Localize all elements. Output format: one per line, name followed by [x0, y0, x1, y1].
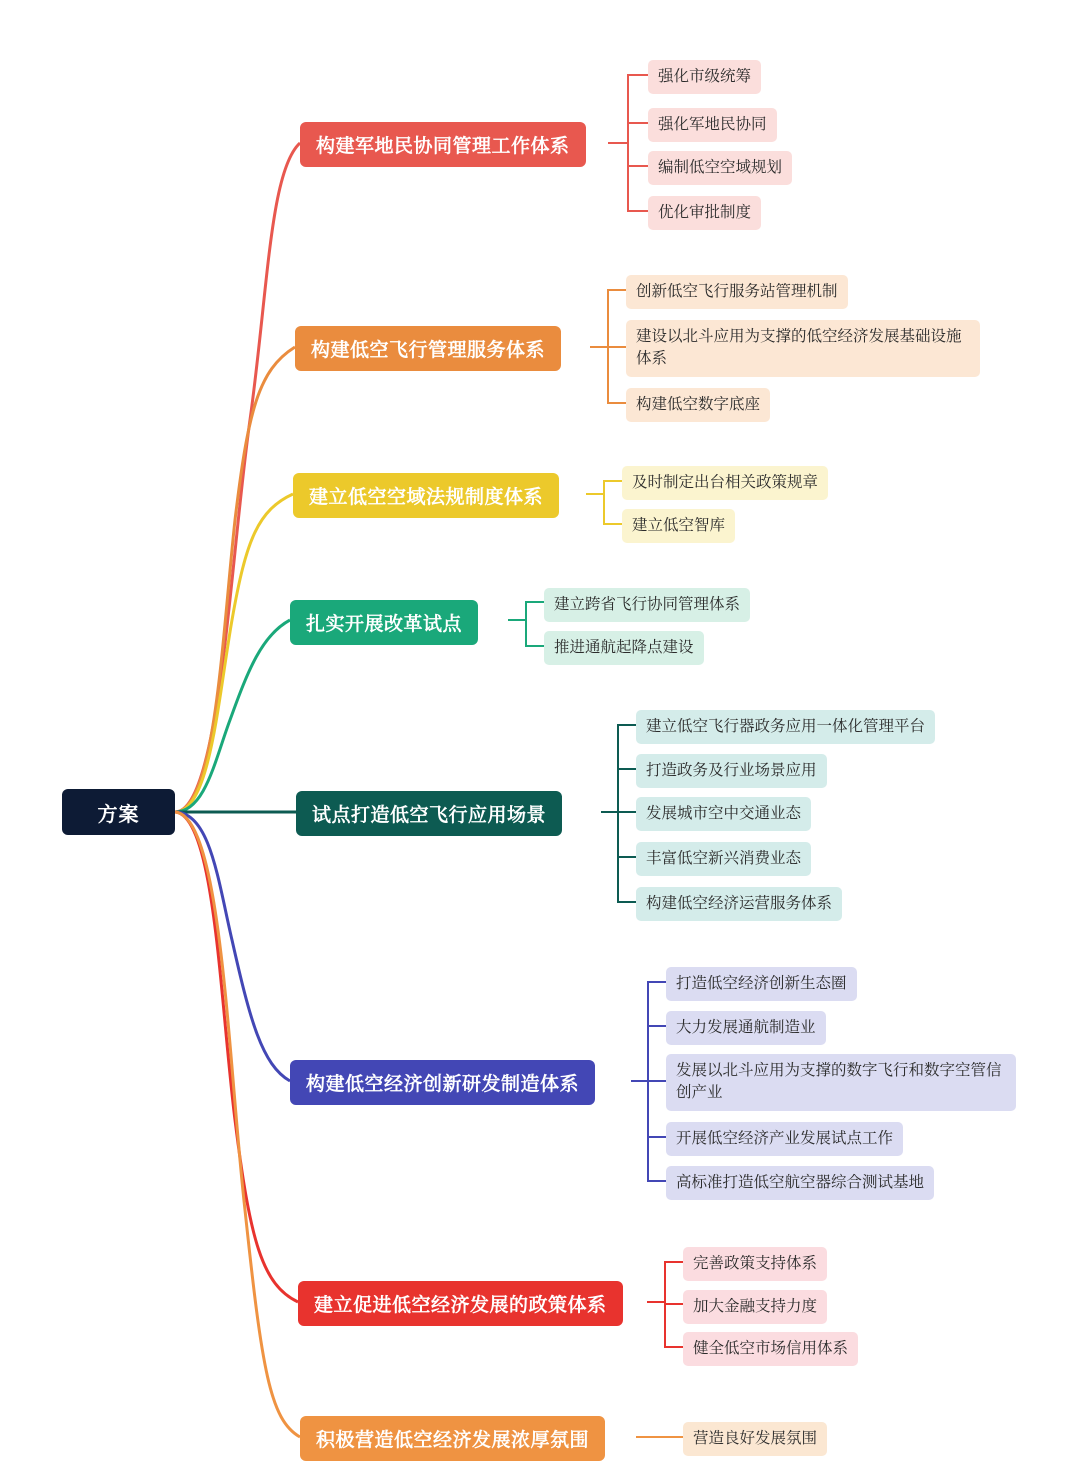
leaf-node-6-4-label: 开展低空经济产业发展试点工作: [676, 1130, 894, 1147]
branch-node-3[interactable]: [293, 473, 559, 518]
leaf-node-4-1-label: 建立跨省飞行协同管理体系: [554, 596, 741, 613]
leaf-node-5-3-label: 发展城市空中交通业态: [646, 805, 802, 822]
leaf-node-1-1[interactable]: [648, 60, 761, 94]
leaf-node-2-1[interactable]: [626, 275, 848, 309]
leaf-node-5-2[interactable]: [636, 754, 827, 788]
leaf-node-5-1-label: 建立低空飞行器政务应用一体化管理平台: [646, 718, 926, 735]
leaf-node-6-3[interactable]: [666, 1054, 1016, 1111]
leaf-node-7-2[interactable]: [683, 1290, 827, 1324]
branch-node-6[interactable]: [290, 1060, 595, 1105]
leaf-node-5-1[interactable]: [636, 710, 935, 744]
leaf-node-5-3[interactable]: [636, 797, 811, 831]
leaf-node-6-4[interactable]: [666, 1122, 903, 1156]
leaf-node-7-3[interactable]: [683, 1332, 858, 1366]
branch-node-4[interactable]: [290, 600, 478, 645]
leaf-node-1-4-label: 优化审批制度: [658, 204, 752, 221]
leaf-node-2-3[interactable]: [626, 388, 770, 422]
leaf-node-8-1-label: 营造良好发展氛围: [693, 1430, 818, 1447]
branch-node-5-label: 试点打造低空飞行应用场景: [312, 805, 547, 826]
branch-node-2[interactable]: [295, 326, 561, 371]
leaf-node-7-1[interactable]: [683, 1247, 827, 1281]
leaf-node-2-2-label: 建设以北斗应用为支撑的低空经济发展基础设施体系: [636, 328, 962, 368]
leaf-node-8-1[interactable]: [683, 1422, 827, 1456]
root-node-label: 方案: [97, 803, 140, 826]
branch-node-8-label: 积极营造低空经济发展浓厚氛围: [316, 1430, 590, 1451]
branch-node-4-label: 扎实开展改革试点: [306, 614, 463, 635]
leaf-node-5-5[interactable]: [636, 887, 842, 921]
root-node[interactable]: [62, 789, 175, 835]
branch-node-5[interactable]: [296, 791, 562, 836]
leaf-node-1-1-label: 强化市级统筹: [658, 68, 752, 85]
leaf-node-6-1[interactable]: [666, 967, 857, 1001]
leaf-node-7-2-label: 加大金融支持力度: [693, 1298, 818, 1315]
branch-node-3-label: 建立低空空域法规制度体系: [309, 487, 544, 508]
leaf-node-4-1[interactable]: [544, 588, 750, 622]
leaf-node-2-1-label: 创新低空飞行服务站管理机制: [636, 283, 838, 300]
branch-node-1[interactable]: [300, 122, 586, 167]
branch-node-7[interactable]: [298, 1281, 623, 1326]
leaf-node-5-2-label: 打造政务及行业场景应用: [646, 762, 817, 779]
leaf-node-6-5[interactable]: [666, 1166, 934, 1200]
leaf-node-6-2-label: 大力发展通航制造业: [676, 1019, 816, 1036]
leaf-node-6-5-label: 高标准打造低空航空器综合测试基地: [676, 1174, 925, 1191]
leaf-node-1-2[interactable]: [648, 108, 777, 142]
leaf-node-6-1-label: 打造低空经济创新生态圈: [676, 975, 847, 992]
leaf-node-4-2-label: 推进通航起降点建设: [554, 639, 694, 656]
leaf-node-4-2[interactable]: [544, 631, 704, 665]
leaf-node-6-2[interactable]: [666, 1011, 826, 1045]
branch-node-7-label: 建立促进低空经济发展的政策体系: [314, 1295, 607, 1316]
leaf-node-3-2[interactable]: [622, 509, 735, 543]
branch-node-8[interactable]: [300, 1416, 605, 1461]
leaf-node-1-4[interactable]: [648, 196, 761, 230]
leaf-node-1-3-label: 编制低空空域规划: [658, 159, 783, 176]
leaf-node-5-4[interactable]: [636, 842, 811, 876]
branch-node-1-label: 构建军地民协同管理工作体系: [316, 136, 570, 157]
leaf-node-3-1-label: 及时制定出台相关政策规章: [632, 474, 819, 491]
leaf-node-3-1[interactable]: [622, 466, 828, 500]
leaf-node-1-3[interactable]: [648, 151, 792, 185]
branch-node-2-label: 构建低空飞行管理服务体系: [311, 340, 546, 361]
branch-node-6-label: 构建低空经济创新研发制造体系: [306, 1074, 580, 1095]
leaf-node-5-5-label: 构建低空经济运营服务体系: [646, 895, 833, 912]
leaf-node-2-3-label: 构建低空数字底座: [636, 396, 761, 413]
leaf-node-7-1-label: 完善政策支持体系: [693, 1255, 818, 1272]
leaf-node-6-3-label: 发展以北斗应用为支撑的数字飞行和数字空管信创产业: [676, 1062, 1002, 1102]
leaf-node-2-2[interactable]: [626, 320, 980, 377]
leaf-node-1-2-label: 强化军地民协同: [658, 116, 767, 133]
leaf-node-5-4-label: 丰富低空新兴消费业态: [646, 850, 802, 867]
leaf-node-7-3-label: 健全低空市场信用体系: [693, 1340, 849, 1357]
leaf-node-3-2-label: 建立低空智库: [632, 517, 726, 534]
